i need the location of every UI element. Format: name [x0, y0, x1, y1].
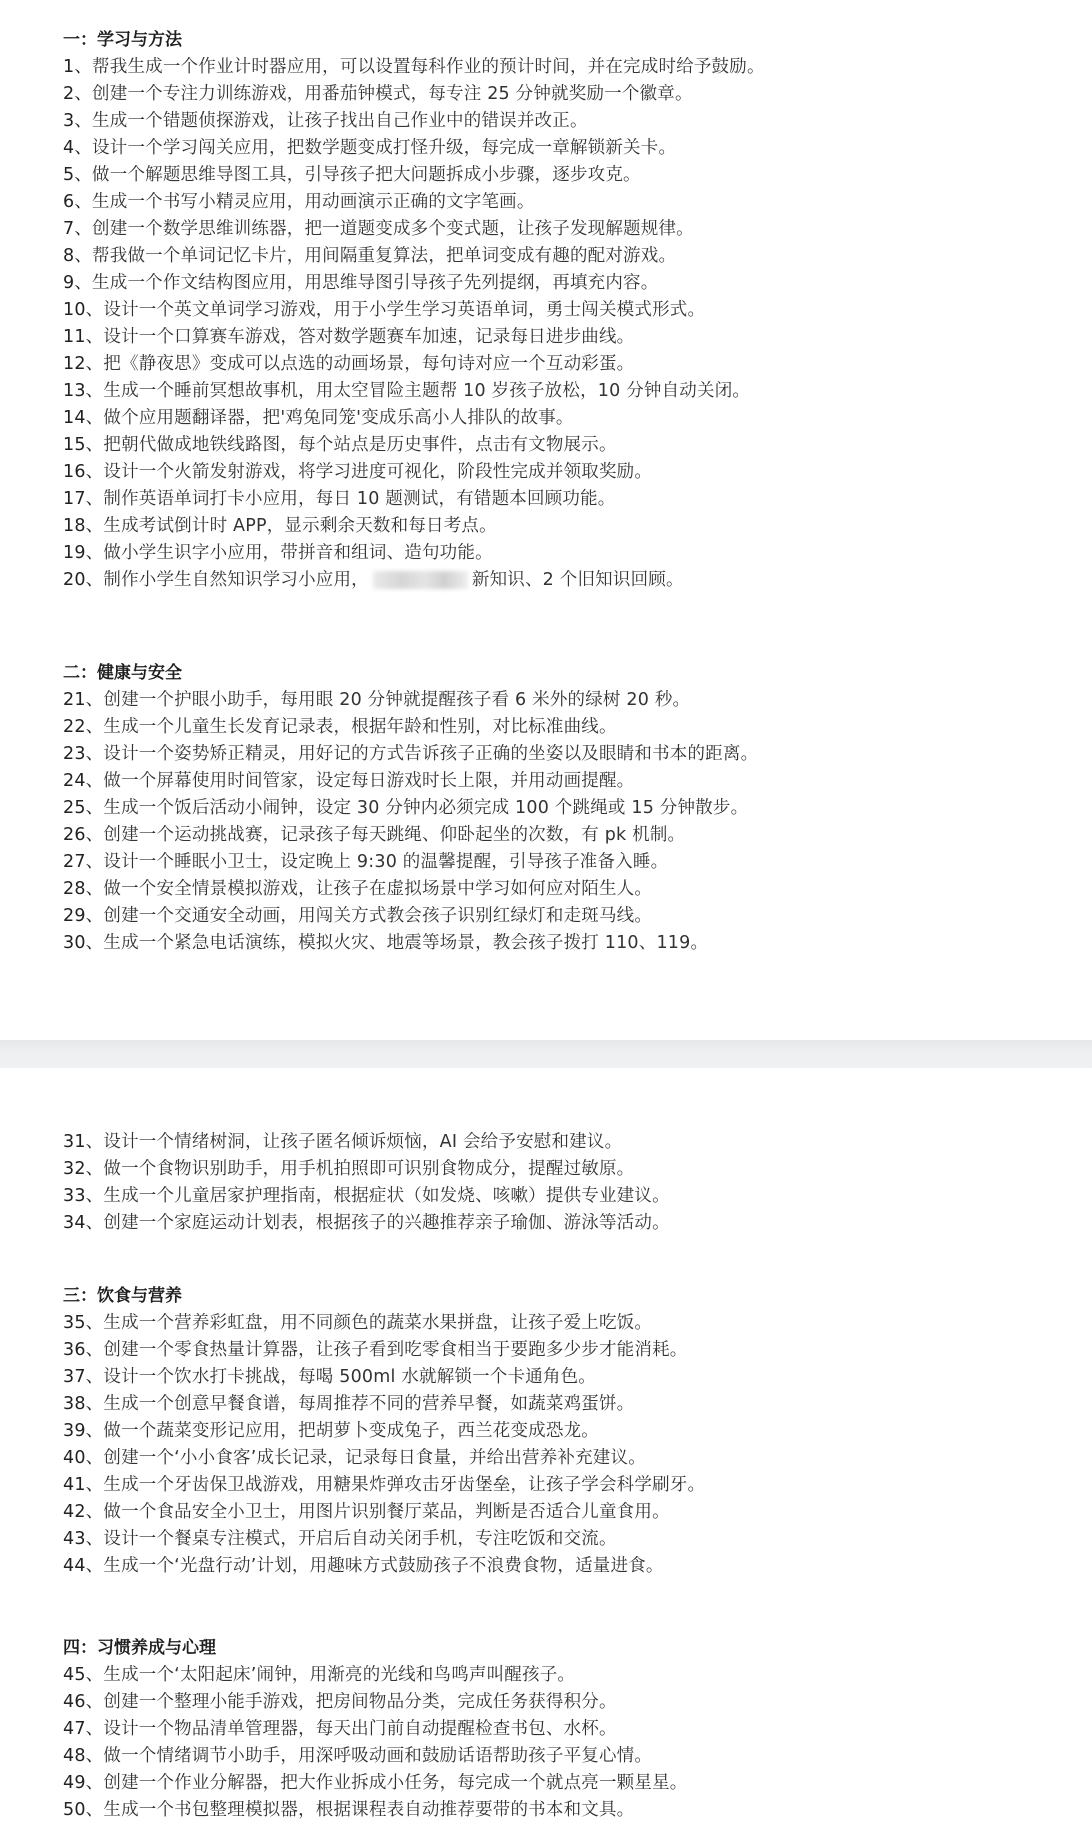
item-text: 生成一个营养彩虹盘，用不同颜色的蔬菜水果拼盘，让孩子爱上吃饭。 — [103, 1313, 653, 1333]
item-number: 34、 — [63, 1213, 104, 1233]
item-text: 制作小学生自然知识学习小应用， — [103, 570, 369, 590]
item-number: 5、 — [63, 165, 93, 185]
item-text: 创建一个零食热量计算器，让孩子看到吃零食相当于要跑多少步才能消耗。 — [103, 1340, 688, 1360]
item-number: 47、 — [63, 1719, 104, 1739]
list-item — [63, 1156, 1072, 1183]
list-item — [63, 714, 1072, 741]
section-title: 四：习惯养成与心理 — [63, 1638, 216, 1658]
item-number: 22、 — [63, 717, 104, 737]
item-text: 创建一个‘小小食客’成长记录，记录每日食量，并给出营养补充建议。 — [103, 1448, 646, 1468]
list-item — [63, 135, 1072, 162]
item-number: 9、 — [63, 273, 93, 293]
item-number: 13、 — [63, 381, 104, 401]
item-list — [63, 1310, 1072, 1580]
item-number: 37、 — [63, 1367, 104, 1387]
item-text: 设计一个英文单词学习游戏，用于小学生学习英语单词，勇士闯关模式形式。 — [103, 300, 706, 320]
list-item — [63, 270, 1072, 297]
item-text: 创建一个作业分解器，把大作业拆成小任务，每完成一个就点亮一颗星星。 — [103, 1773, 688, 1793]
section-title: 三：饮食与营养 — [63, 1286, 182, 1306]
item-text: 设计一个火箭发射游戏，将学习进度可视化，阶段性完成并领取奖励。 — [103, 462, 653, 482]
list-item — [63, 54, 1072, 81]
list-item — [63, 1210, 1072, 1237]
list-item — [63, 795, 1072, 822]
list-item — [63, 1364, 1072, 1391]
item-number: 19、 — [63, 543, 104, 563]
item-text: 做一个情绪调节小助手，用深呼吸动画和鼓励话语帮助孩子平复心情。 — [103, 1746, 653, 1766]
section-health — [63, 660, 1072, 957]
list-item — [63, 513, 1072, 540]
item-text: 生成一个‘太阳起床’闹钟，用渐亮的光线和鸟鸣声叫醒孩子。 — [103, 1665, 576, 1685]
list-item — [63, 1689, 1072, 1716]
item-text: 做一个食物识别助手，用手机拍照即可识别食物成分，提醒过敏原。 — [103, 1159, 635, 1179]
list-item — [63, 768, 1072, 795]
list-item — [63, 1445, 1072, 1472]
item-text: 创建一个运动挑战赛，记录孩子每天跳绳、仰卧起坐的次数，有 pk 机制。 — [103, 825, 686, 845]
list-item — [63, 903, 1072, 930]
item-number: 43、 — [63, 1529, 104, 1549]
list-item — [63, 1743, 1072, 1770]
item-number: 32、 — [63, 1159, 104, 1179]
section-health-continued — [63, 1129, 1072, 1237]
item-text: 做一个安全情景模拟游戏，让孩子在虚拟场景中学习如何应对陌生人。 — [103, 879, 653, 899]
item-text: 生成一个紧急电话演练，模拟火灾、地震等场景，教会孩子拨打 110、119。 — [103, 933, 709, 953]
item-number: 18、 — [63, 516, 104, 536]
item-text: 设计一个情绪树洞，让孩子匿名倾诉烦恼，AI 会给予安慰和建议。 — [103, 1132, 623, 1152]
page-break-separator — [0, 1040, 1092, 1068]
item-text: 创建一个整理小能手游戏，把房间物品分类，完成任务获得积分。 — [103, 1692, 617, 1712]
section-learning — [63, 27, 1072, 594]
item-number: 27、 — [63, 852, 104, 872]
list-item — [63, 1310, 1072, 1337]
item-text: 创建一个护眼小助手，每用眼 20 分钟就提醒孩子看 6 米外的绿树 20 秒。 — [103, 690, 691, 710]
list-item — [63, 930, 1072, 957]
item-number: 11、 — [63, 327, 104, 347]
list-item — [63, 432, 1072, 459]
list-item — [63, 108, 1072, 135]
list-item — [63, 687, 1072, 714]
item-list — [63, 1129, 1072, 1237]
item-list — [63, 54, 1072, 594]
item-text: 生成一个睡前冥想故事机，用太空冒险主题帮 10 岁孩子放松，10 分钟自动关闭。 — [103, 381, 751, 401]
item-text: 创建一个家庭运动计划表，根据孩子的兴趣推荐亲子瑜伽、游泳等活动。 — [103, 1213, 670, 1233]
list-item — [63, 1553, 1072, 1580]
item-number: 49、 — [63, 1773, 104, 1793]
list-item — [63, 1716, 1072, 1743]
list-item — [63, 243, 1072, 270]
list-item — [63, 876, 1072, 903]
item-text: 生成一个牙齿保卫战游戏，用糖果炸弹攻击牙齿堡垒，让孩子学会科学刷牙。 — [103, 1475, 706, 1495]
section-title: 一：学习与方法 — [63, 30, 182, 50]
list-item — [63, 1499, 1072, 1526]
section-nutrition — [63, 1283, 1072, 1580]
item-number: 24、 — [63, 771, 104, 791]
item-text: 创建一个交通安全动画，用闯关方式教会孩子识别红绿灯和走斑马线。 — [103, 906, 653, 926]
item-text: 生成一个书包整理模拟器，根据课程表自动推荐要带的书本和文具。 — [103, 1800, 635, 1820]
item-number: 42、 — [63, 1502, 104, 1522]
item-text: 生成一个错题侦探游戏，让孩子找出自己作业中的错误并改正。 — [92, 111, 588, 131]
list-item — [63, 216, 1072, 243]
item-number: 14、 — [63, 408, 104, 428]
item-number: 20、 — [63, 570, 104, 590]
list-item — [63, 567, 1072, 594]
item-text: 把朝代做成地铁线路图，每个站点是历史事件，点击有文物展示。 — [103, 435, 617, 455]
item-number: 8、 — [63, 246, 93, 266]
item-number: 3、 — [63, 111, 93, 131]
item-text: 生成一个饭后活动小闹钟，设定 30 分钟内必须完成 100 个跳绳或 15 分钟散步。 — [103, 798, 749, 818]
item-number: 21、 — [63, 690, 104, 710]
item-number: 1、 — [63, 57, 93, 77]
item-number: 45、 — [63, 1665, 104, 1685]
item-number: 33、 — [63, 1186, 104, 1206]
item-text: 创建一个数学思维训练器，把一道题变成多个变式题，让孩子发现解题规律。 — [92, 219, 694, 239]
item-number: 41、 — [63, 1475, 104, 1495]
item-number: 31、 — [63, 1132, 104, 1152]
list-item — [63, 1472, 1072, 1499]
list-item — [63, 162, 1072, 189]
item-text: 设计一个餐桌专注模式，开启后自动关闭手机，专注吃饭和交流。 — [103, 1529, 617, 1549]
list-item — [63, 189, 1072, 216]
list-item — [63, 1183, 1072, 1210]
list-item — [63, 1337, 1072, 1364]
item-text: 帮我生成一个作业计时器应用，可以设置每科作业的预计时间，并在完成时给予鼓励。 — [92, 57, 765, 77]
item-number: 29、 — [63, 906, 104, 926]
item-text: 帮我做一个单词记忆卡片，用间隔重复算法，把单词变成有趣的配对游戏。 — [92, 246, 677, 266]
list-item — [63, 324, 1072, 351]
item-number: 38、 — [63, 1394, 104, 1414]
list-item — [63, 81, 1072, 108]
item-text: 做一个食品安全小卫士，用图片识别餐厅菜品，判断是否适合儿童食用。 — [103, 1502, 670, 1522]
list-item — [63, 378, 1072, 405]
item-number: 35、 — [63, 1313, 104, 1333]
list-item — [63, 1770, 1072, 1797]
item-number: 28、 — [63, 879, 104, 899]
item-number: 10、 — [63, 300, 104, 320]
section-title: 二：健康与安全 — [63, 663, 182, 683]
item-number: 7、 — [63, 219, 93, 239]
list-item — [63, 822, 1072, 849]
list-item — [63, 1129, 1072, 1156]
item-number: 39、 — [63, 1421, 104, 1441]
item-number: 40、 — [63, 1448, 104, 1468]
list-item — [63, 741, 1072, 768]
item-number: 15、 — [63, 435, 104, 455]
item-number: 23、 — [63, 744, 104, 764]
item-text: 生成一个儿童生长发育记录表，根据年龄和性别，对比标准曲线。 — [103, 717, 617, 737]
item-list — [63, 687, 1072, 957]
item-text: 做个应用题翻译器，把'鸡兔同笼'变成乐高小人排队的故事。 — [103, 408, 574, 428]
blurred-watermark — [373, 571, 468, 589]
item-number: 26、 — [63, 825, 104, 845]
item-text: 设计一个学习闯关应用，把数学题变成打怪升级，每完成一章解锁新关卡。 — [92, 138, 677, 158]
item-text: 生成一个儿童居家护理指南，根据症状（如发烧、咳嗽）提供专业建议。 — [103, 1186, 670, 1206]
list-item — [63, 405, 1072, 432]
item-text: 做一个蔬菜变形记应用，把胡萝卜变成兔子，西兰花变成恐龙。 — [103, 1421, 599, 1441]
list-item — [63, 1797, 1072, 1824]
list-item — [63, 486, 1072, 513]
item-number: 48、 — [63, 1746, 104, 1766]
section-habits — [63, 1635, 1072, 1824]
item-text: 生成一个‘光盘行动’计划，用趣味方式鼓励孩子不浪费食物，适量进食。 — [103, 1556, 664, 1576]
item-number: 30、 — [63, 933, 104, 953]
item-text: 做小学生识字小应用，带拼音和组词、造句功能。 — [103, 543, 493, 563]
item-number: 25、 — [63, 798, 104, 818]
item-number: 12、 — [63, 354, 104, 374]
item-number: 17、 — [63, 489, 104, 509]
item-text: 设计一个饮水打卡挑战，每喝 500ml 水就解锁一个卡通角色。 — [103, 1367, 597, 1387]
item-list — [63, 1662, 1072, 1824]
item-text: 设计一个睡眠小卫士，设定晚上 9:30 的温馨提醒，引导孩子准备入睡。 — [103, 852, 669, 872]
item-text: 把《静夜思》变成可以点选的动画场景，每句诗对应一个互动彩蛋。 — [103, 354, 635, 374]
list-item — [63, 1418, 1072, 1445]
item-number: 4、 — [63, 138, 93, 158]
item-text: 做一个解题思维导图工具，引导孩子把大问题拆成小步骤，逐步攻克。 — [92, 165, 641, 185]
list-item — [63, 1391, 1072, 1418]
item-text: 创建一个专注力训练游戏，用番茄钟模式，每专注 25 分钟就奖励一个徽章。 — [92, 84, 693, 104]
item-number: 16、 — [63, 462, 104, 482]
item-text: 设计一个口算赛车游戏，答对数学题赛车加速，记录每日进步曲线。 — [103, 327, 635, 347]
item-number: 50、 — [63, 1800, 104, 1820]
item-text: 制作英语单词打卡小应用，每日 10 题测试，有错题本回顾功能。 — [103, 489, 616, 509]
item-number: 46、 — [63, 1692, 104, 1712]
item-number: 36、 — [63, 1340, 104, 1360]
list-item — [63, 849, 1072, 876]
list-item — [63, 1662, 1072, 1689]
list-item — [63, 297, 1072, 324]
list-item — [63, 540, 1072, 567]
item-number: 44、 — [63, 1556, 104, 1576]
item-text: 生成一个作文结构图应用，用思维导图引导孩子先列提纲，再填充内容。 — [92, 273, 659, 293]
item-number: 6、 — [63, 192, 93, 212]
item-text: 生成一个创意早餐食谱，每周推荐不同的营养早餐，如蔬菜鸡蛋饼。 — [103, 1394, 635, 1414]
item-text: 设计一个物品清单管理器，每天出门前自动提醒检查书包、水杯。 — [103, 1719, 617, 1739]
item-text: 生成考试倒计时 APP，显示剩余天数和每日考点。 — [103, 516, 497, 536]
list-item — [63, 1526, 1072, 1553]
item-text: 生成一个书写小精灵应用，用动画演示正确的文字笔画。 — [92, 192, 535, 212]
list-item — [63, 459, 1072, 486]
item-text: 新知识、2 个旧知识回顾。 — [471, 570, 684, 590]
list-item — [63, 351, 1072, 378]
item-number: 2、 — [63, 84, 93, 104]
item-text: 设计一个姿势矫正精灵，用好记的方式告诉孩子正确的坐姿以及眼睛和书本的距离。 — [103, 744, 759, 764]
item-text: 做一个屏幕使用时间管家，设定每日游戏时长上限，并用动画提醒。 — [103, 771, 635, 791]
